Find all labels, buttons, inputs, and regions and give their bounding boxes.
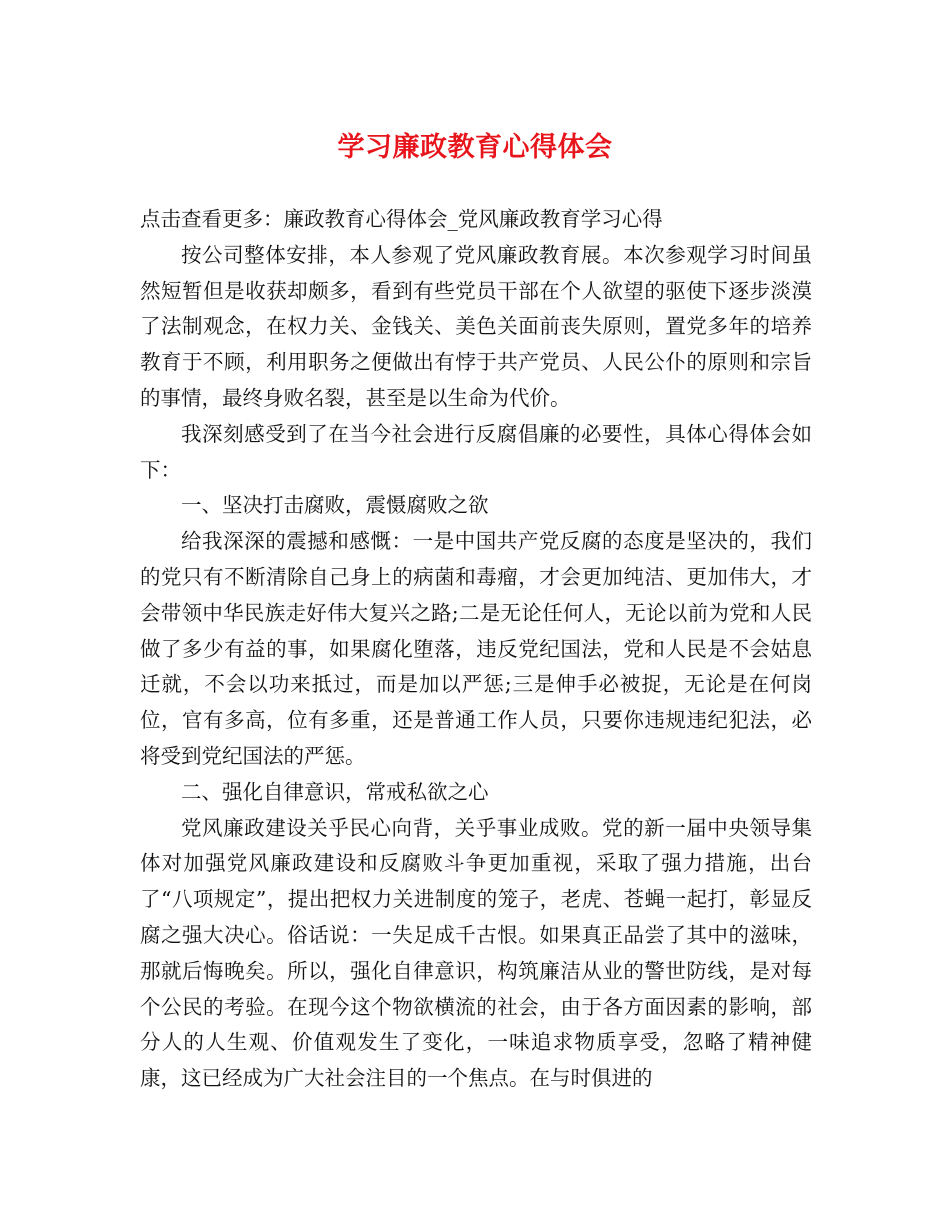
paragraph-more-link[interactable]: 点击查看更多：廉政教育心得体会_党风廉政教育学习心得 — [140, 207, 663, 231]
paragraph: 按公司整体安排，本人参观了党风廉政教育展。本次参观学习时间虽然短暂但是收获却颇多，看到有些党员干部在个人欲望的驱使下逐步淡漠了法制观念，在权力关、金钱关、美色关面前丧失原则，置党多年的培养教育于不顾，利用职务之便做出有悖于共产党员、人民公仆的原则和宗旨的事情，最终身败名裂，甚至是以生命为代价。 — [140, 242, 812, 410]
section-heading: 二、强化自律意识，常戒私欲之心 — [181, 779, 489, 804]
paragraph: 党风廉政建设关乎民心向背，关乎事业成败。党的新一届中央领导集体对加强党风廉政建设和反腐败斗争更加重视，采取了强力措施，出台了“八项规定”，提出把权力关进制度的笼子，老虎、苍蝇一起打，彰显反腐之强大决心。俗话说：一失足成千古恨。如果真正品尝了其中的滋味，那就后悔晚矣。所以，强化自律意识，构筑廉洁从业的警世防线，是对每个公民的考验。在现今这个物欲横流的社会，由于各方面因素的影响，部分人的人生观、价值观发生了变化，一味追求物质享受，忽略了精神健康，这已经成为广大社会注目的一个焦点。在与时俱进的 — [140, 815, 812, 1091]
paragraph: 我深刻感受到了在当今社会进行反腐倡廉的必要性，具体心得体会如下： — [140, 421, 812, 482]
section-heading: 一、坚决打击腐败，震慑腐败之欲 — [181, 493, 489, 518]
page-title: 学习廉政教育心得体会 — [337, 132, 613, 163]
paragraph: 给我深深的震撼和感慨：一是中国共产党反腐的态度是坚决的，我们的党只有不断清除自己身上的病菌和毒瘤，才会更加纯洁、更加伟大，才会带领中华民族走好伟大复兴之路;二是无论任何人，无论以前为党和人民做了多少有益的事，如果腐化堕落，违反党纪国法，党和人民是不会姑息迁就，不会以功来抵过，而是加以严惩;三是伸手必被捉，无论是在何岗位，官有多高，位有多重，还是普通工作人员，只要你违规违纪犯法，必将受到党纪国法的严惩。 — [140, 529, 812, 768]
document-body — [140, 202, 812, 1097]
